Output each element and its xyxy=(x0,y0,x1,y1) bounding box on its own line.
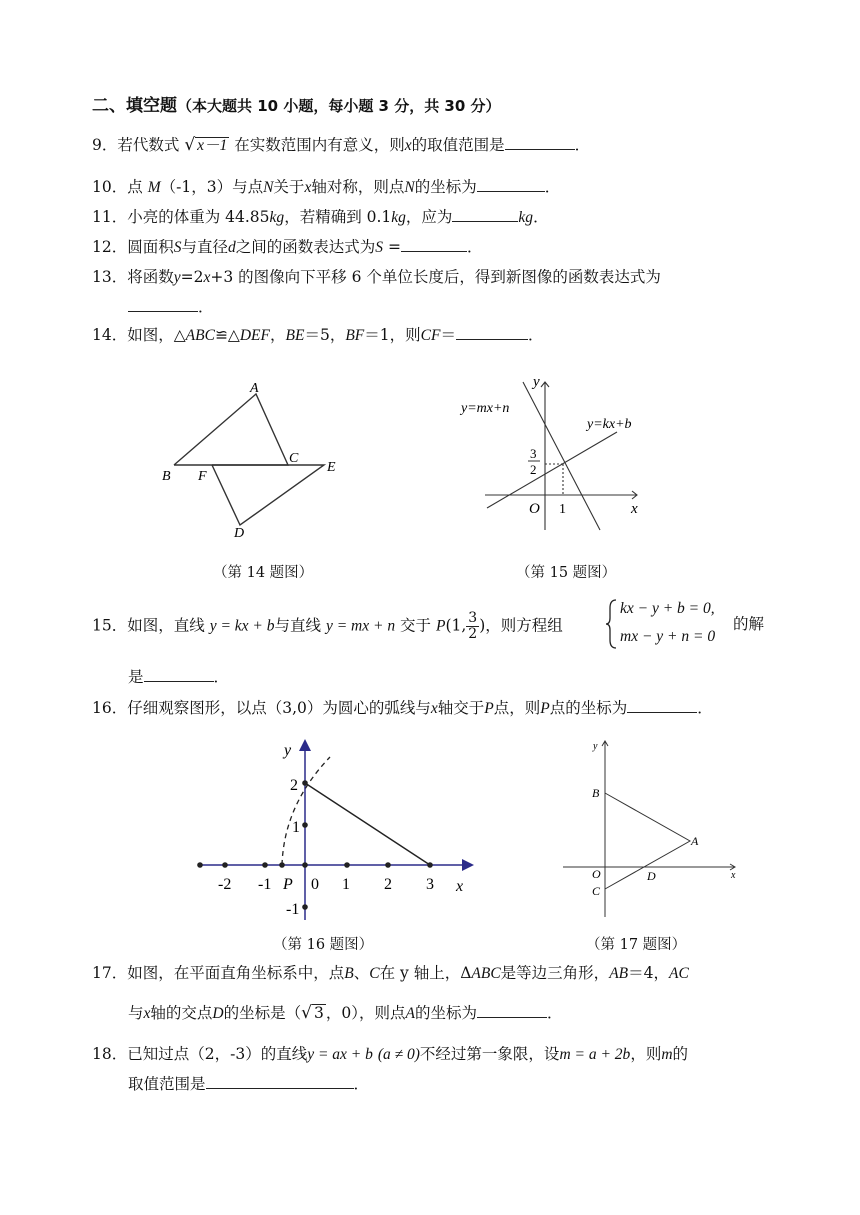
caption-17: （第 17 题图） xyxy=(586,937,687,953)
q14-cf: CF xyxy=(420,327,441,344)
question-number: 15． xyxy=(92,616,128,635)
tick-0: 0 xyxy=(311,876,319,893)
q15-text5: 的解 xyxy=(733,615,765,633)
q15-frac-num: 3 xyxy=(468,610,478,626)
figure-15 xyxy=(455,370,655,540)
q14-bf: BF xyxy=(345,327,365,344)
q10-point-n: N xyxy=(263,179,274,196)
q16-text3: 点，则 xyxy=(493,699,541,717)
q9-text-b: 在实数范围内有意义，则 xyxy=(234,136,405,154)
q14-be: BE xyxy=(285,327,305,344)
q14-def: DEF xyxy=(239,327,270,344)
section-header xyxy=(92,95,501,117)
q13-text3: +3 的图像向下平移 6 个单位长度后，得到新图像的函数表达式为 xyxy=(210,268,661,286)
tick-neg2: -2 xyxy=(218,876,232,893)
question-11 xyxy=(92,206,549,229)
q12-eq: = xyxy=(383,238,401,256)
y-label: y xyxy=(284,742,292,759)
q18-m: m xyxy=(661,1046,673,1063)
q17-text8: 的坐标为 xyxy=(414,1004,477,1022)
q15-line2: y = mx + n xyxy=(325,617,396,635)
answer-blank[interactable] xyxy=(477,1002,547,1018)
point-p: P xyxy=(283,876,293,893)
q11-text2: ，若精确到 0.1 xyxy=(284,208,392,226)
figure-16 xyxy=(192,735,482,935)
q12-s: S xyxy=(173,239,182,256)
q9-var: x xyxy=(404,137,412,154)
question-14 xyxy=(92,324,543,347)
q12-text1: 圆面积 xyxy=(127,238,174,256)
ytick-1: 1 xyxy=(292,819,300,836)
question-number: 11． xyxy=(92,208,128,226)
q16-text1: 仔细观察图形，以点（3,0）为圆心的弧线与 xyxy=(127,699,431,717)
q15-text4: ，则方程组 xyxy=(485,616,563,635)
q9-text-c: 的取值范围是 xyxy=(411,136,505,154)
question-number: 13． xyxy=(92,268,128,286)
system-eq2: mx − y + n = 0 xyxy=(620,628,716,645)
label-b: B xyxy=(592,786,600,800)
line-label-mx-n: y=mx+n xyxy=(461,401,510,416)
q17-x: x xyxy=(143,1005,151,1022)
question-number: 17． xyxy=(92,964,128,982)
x-label: x xyxy=(456,878,464,895)
q15-text3: 交于 xyxy=(400,616,432,635)
line-label-kx-b: y=kx+b xyxy=(587,417,632,432)
q16-text2: 轴交于 xyxy=(437,699,485,717)
q16-text4: 点的坐标为 xyxy=(549,699,628,717)
system-eq1: kx − y + b = 0, xyxy=(620,600,715,617)
q15-end: ． xyxy=(213,668,230,686)
label-d: D xyxy=(234,526,245,541)
q18-cond: (a ≠ 0) xyxy=(377,1046,420,1063)
figure-14 xyxy=(150,370,350,550)
ytick-neg1: -1 xyxy=(286,901,300,918)
question-12 xyxy=(92,236,482,259)
q17-text7: ，0），则点 xyxy=(325,1004,406,1022)
q17-sep: 、 xyxy=(353,964,370,982)
label-a: A xyxy=(250,381,259,396)
q13-text1: 将函数 xyxy=(127,268,174,286)
label-o: O xyxy=(592,867,601,881)
question-16 xyxy=(92,697,713,720)
answer-blank[interactable] xyxy=(452,206,518,222)
q15-frac-den: 2 xyxy=(468,626,478,642)
question-number: 12． xyxy=(92,238,128,256)
q17-text6: 的坐标是（ xyxy=(223,1004,302,1022)
q10-text2: 关于 xyxy=(273,178,305,196)
q17-text2: 在 y 轴上，Δ xyxy=(379,964,472,982)
y-label: y xyxy=(593,741,598,752)
q16-x: x xyxy=(430,700,438,717)
q15-pt-open: (1, xyxy=(445,616,467,635)
q11-kg2: kg xyxy=(391,209,406,226)
q17-abc: ABC xyxy=(471,965,501,982)
q10-point-m: M xyxy=(147,179,161,196)
system-brace xyxy=(604,598,618,650)
q18-m-eq: m = a + 2b xyxy=(559,1046,631,1063)
answer-blank[interactable] xyxy=(128,296,198,312)
q18-end: ． xyxy=(353,1075,370,1093)
sqrt-symbol: √ xyxy=(184,135,196,155)
q17-text5: 轴的交点 xyxy=(150,1004,213,1022)
arc xyxy=(282,757,330,865)
caption-15: （第 15 题图） xyxy=(516,565,617,581)
q15-p: P xyxy=(435,617,446,635)
q16-p2: P xyxy=(540,700,550,717)
tick-2: 2 xyxy=(384,876,392,893)
tick-3: 3 xyxy=(426,876,434,893)
q17-text1: 如图，在平面直角坐标系中，点 xyxy=(127,964,345,982)
q18-eq: y = ax + b xyxy=(307,1046,373,1063)
q17-text4: 与 xyxy=(128,1004,144,1022)
label-e: E xyxy=(327,460,336,475)
question-10 xyxy=(92,176,560,199)
q12-text3: 之间的函数表达式为 xyxy=(235,238,376,256)
question-17 xyxy=(92,962,689,985)
q9-text-a: 若代数式 xyxy=(117,136,180,154)
answer-blank[interactable] xyxy=(144,666,214,682)
q18-text4: 的 xyxy=(672,1045,689,1063)
answer-blank[interactable] xyxy=(401,236,467,252)
q14-v3: ＝ xyxy=(440,326,456,344)
q10-text1: 点 xyxy=(127,178,143,196)
label-f: F xyxy=(198,469,207,484)
section-note: （本大题共 10 小题，每小题 3 分，共 30 分） xyxy=(177,97,501,115)
question-9 xyxy=(92,134,590,157)
q11-kg: kg xyxy=(269,209,285,226)
frac-num: 3 xyxy=(530,446,537,461)
q11-text1: 小亮的体重为 44.85 xyxy=(127,208,270,226)
q17-ac: AC xyxy=(669,965,689,982)
label-c: C xyxy=(289,451,299,466)
question-number: 18． xyxy=(92,1045,128,1063)
tick-neg1: -1 xyxy=(258,876,272,893)
question-number: 9． xyxy=(92,136,118,154)
answer-blank[interactable] xyxy=(477,176,545,192)
ytick-2: 2 xyxy=(290,777,298,794)
q15-line1: y = kx + b xyxy=(209,617,275,635)
x-label: x xyxy=(631,501,638,517)
q13-x: x xyxy=(203,269,211,286)
q17-d: D xyxy=(212,1005,224,1022)
tick-1: 1 xyxy=(559,502,566,517)
q17-b: B xyxy=(344,965,354,982)
q15-text1: 如图，直线 xyxy=(127,616,205,635)
label-b: B xyxy=(162,469,171,484)
answer-blank[interactable] xyxy=(505,134,575,150)
q17-radicand: 3 xyxy=(313,1004,324,1022)
q10-text3: 轴对称，则点 xyxy=(311,178,405,196)
x-label: x xyxy=(731,870,736,881)
q15-text6: 是 xyxy=(128,668,144,686)
q14-end: ． xyxy=(527,326,544,344)
hypotenuse xyxy=(305,783,430,865)
q14-text1: 如图，△ xyxy=(127,326,186,344)
q18-text5: 取值范围是 xyxy=(128,1075,206,1093)
q9-end: ． xyxy=(574,136,591,154)
q10-x: x xyxy=(304,179,312,196)
q12-d: d xyxy=(228,239,236,256)
q17-c: C xyxy=(369,965,380,982)
question-number: 14． xyxy=(92,326,128,344)
q14-text2: ， xyxy=(270,326,286,344)
q10-end: ． xyxy=(544,178,561,196)
answer-blank[interactable] xyxy=(456,324,528,340)
q15-text2: 与直线 xyxy=(274,616,322,635)
question-number: 10． xyxy=(92,178,128,196)
frac-den: 2 xyxy=(530,462,537,477)
q13-y: y xyxy=(173,269,181,286)
question-18-cont xyxy=(128,1073,369,1095)
q15-frac xyxy=(466,611,479,642)
q14-cong: ≌△ xyxy=(214,326,240,344)
q14-v1: ＝5， xyxy=(304,326,346,344)
q14-v2: ＝1，则 xyxy=(364,326,421,344)
y-label: y xyxy=(533,374,540,390)
x-arrow xyxy=(462,859,474,871)
q14-abc: ABC xyxy=(185,327,215,344)
question-13-cont xyxy=(128,296,214,318)
question-number: 16． xyxy=(92,699,128,717)
y-arrow xyxy=(299,739,311,751)
q17-text3: 是等边三角形， xyxy=(500,964,610,982)
q18-text1: 已知过点（2，-3）的直线 xyxy=(127,1045,308,1063)
q10-coord: （-1，3）与点 xyxy=(160,178,264,196)
q16-p: P xyxy=(484,700,494,717)
origin-label: O xyxy=(529,501,540,517)
sqrt-symbol: √ xyxy=(301,1003,312,1023)
caption-16: （第 16 题图） xyxy=(273,937,374,953)
q17-end: ． xyxy=(546,1004,563,1022)
q17-ab: AB xyxy=(609,965,629,982)
q13-end: ． xyxy=(198,298,214,316)
tick-1: 1 xyxy=(342,876,350,893)
question-15-cont xyxy=(128,666,229,688)
q17-v1: ＝4， xyxy=(628,964,669,982)
line-kx-b xyxy=(487,432,617,508)
question-13 xyxy=(92,266,661,289)
q18-text2: 不经过第一象限，设 xyxy=(419,1045,560,1063)
q16-end: ． xyxy=(697,699,713,717)
question-15 xyxy=(92,611,563,642)
triangle-def xyxy=(212,465,324,525)
q12-text2: 与直径 xyxy=(181,238,229,256)
figure-17 xyxy=(555,735,745,920)
q11-text3: ，应为 xyxy=(405,208,453,226)
answer-blank[interactable] xyxy=(627,697,697,713)
q10-point-n2: N xyxy=(404,179,415,196)
q9-radicand: x－1 xyxy=(197,137,228,154)
q12-s2: S xyxy=(375,239,384,256)
label-a: A xyxy=(691,834,699,848)
q13-text2: =2 xyxy=(180,268,204,286)
question-18 xyxy=(92,1043,688,1066)
answer-blank[interactable] xyxy=(206,1073,354,1089)
q17-a: A xyxy=(405,1005,415,1022)
section-title: 二、填空题 xyxy=(92,96,177,116)
q18-text3: ，则 xyxy=(630,1045,662,1063)
q15-pt-close: ) xyxy=(479,616,486,635)
label-c: C xyxy=(592,884,601,898)
q11-end: ． xyxy=(533,208,549,226)
question-17-cont xyxy=(128,1002,562,1025)
caption-14: （第 14 题图） xyxy=(213,565,314,581)
label-d: D xyxy=(647,869,656,883)
triangle-abc xyxy=(174,394,288,465)
q10-text4: 的坐标为 xyxy=(414,178,477,196)
q11-kg3: kg xyxy=(518,209,534,226)
q12-end: ． xyxy=(466,238,483,256)
